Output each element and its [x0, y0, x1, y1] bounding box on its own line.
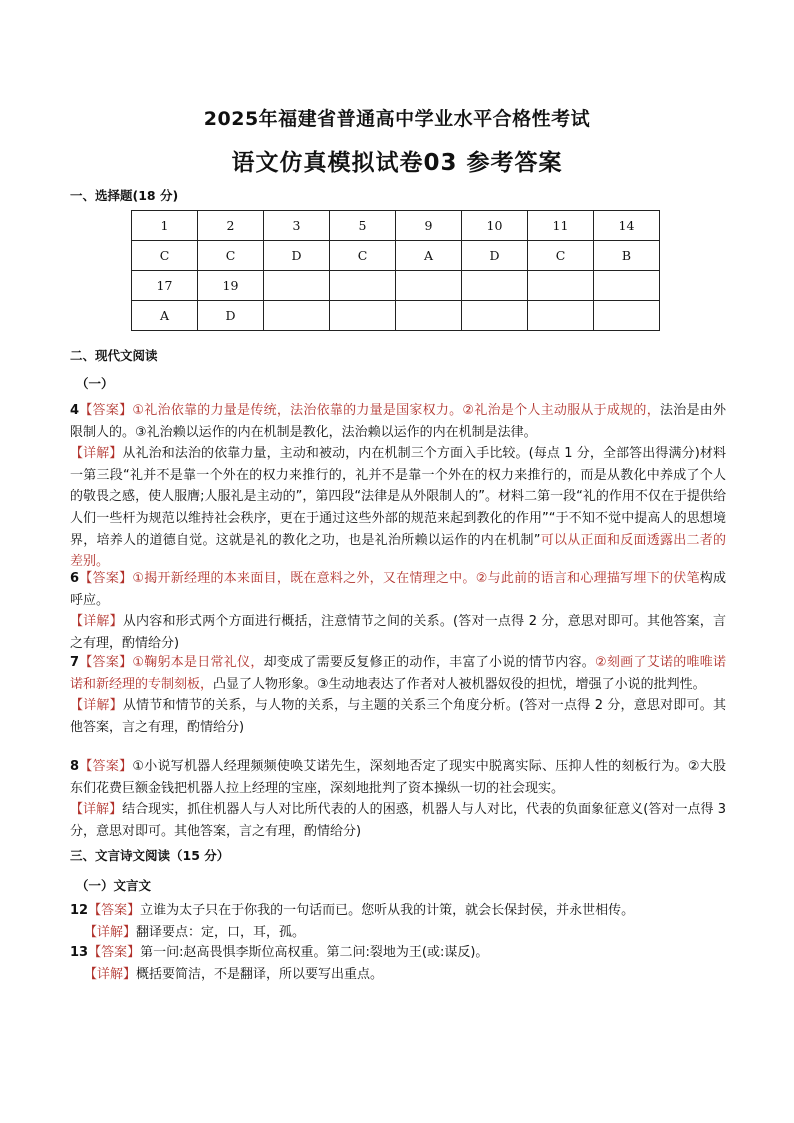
answer-block-q6: [70, 568, 726, 654]
answer-label: 【答案】: [79, 403, 133, 418]
answer-text: ②刻画了艾诺的唯唯诺诺和新经理的专制刻板，: [70, 655, 726, 692]
table-cell: [594, 301, 660, 331]
question-number: 4: [70, 403, 80, 418]
table-cell: 3: [264, 211, 330, 241]
answer-text: 凸显了人物形象。③生动地表达了作者对人被机器奴役的担忧，增强了小说的批判性。: [213, 676, 706, 692]
answer-text: 却变成了需要反复修正的动作，丰富了小说的情节内容。: [263, 655, 596, 670]
table-cell: 9: [396, 211, 462, 241]
question-number: 6: [70, 571, 80, 586]
section-heading-1: 一、选择题(18 分): [70, 188, 179, 203]
table-cell: D: [264, 241, 330, 271]
answer-text: 构成呼应。: [70, 571, 726, 608]
answer-text: ①小说写机器人经理频频使唤艾诺先生，深刻地否定了现实中脱离实际、压抑人性的刻板行为。②大股东们花费巨额金钱把机器人拉上经理的宝座，深刻地批判了资本操纵一切的社会现实。: [70, 759, 726, 796]
table-cell: [396, 301, 462, 331]
answer-label: 【答案】: [79, 759, 133, 774]
table-cell: [528, 271, 594, 301]
answer-text: 第一问:赵高畏惧李斯位高权重。第二问:裂地为王(或:谋反)。: [140, 945, 489, 960]
answer-label: 【答案】: [88, 903, 141, 918]
answer-label: 【答案】: [79, 655, 133, 670]
answer-block-q8: [70, 756, 726, 842]
detail-label: 【详解】: [70, 698, 123, 714]
table-cell: [462, 271, 528, 301]
table-cell: [528, 301, 594, 331]
table-cell: D: [198, 301, 264, 331]
answer-text: ①揭开新经理的本来面目，既在意料之外，又在情理之中。②与此前的语言和心理描写埋下的伏笔: [132, 571, 700, 586]
table-cell: 5: [330, 211, 396, 241]
answer-label: 【答案】: [88, 945, 141, 960]
detail-text: 概括要简洁，不是翻译，所以要写出重点。: [136, 966, 384, 982]
answer-block-q4: [70, 400, 726, 573]
table-cell: 2: [198, 211, 264, 241]
question-number: 7: [70, 655, 80, 670]
detail-text: 结合现实，抓住机器人与人对比所代表的人的困惑，机器人与人对比，代表的负面象征意义(答对一点得 3 分，意思对即可。其他答案，言之有理，酌情给分): [70, 802, 726, 839]
table-cell: [396, 271, 462, 301]
table-cell: [330, 301, 396, 331]
table-cell: [330, 271, 396, 301]
answer-block-q13: [70, 942, 726, 985]
table-row: [132, 301, 660, 331]
subsection-heading: （一）文言文: [76, 878, 152, 893]
detail-label: 【详解】: [84, 966, 137, 982]
detail-text: 从礼治和法治的依靠力量，主动和被动，内在机制三个方面入手比较。(每点 1 分，全部答出得满分)材料一第三段“礼并不是靠一个外在的权力来推行的，礼并不是靠一个外在的权力来推行的，而是从教化中养成了个人的敬畏之感，使人服膺;人服礼是主动的”，第四段“法律是从外限制人的”。材料二第一段“礼的作用不仅在于提供给人们一些杆为规范以维持社会秩序，更在于通过这些外部的规范来起到教化的作用”“于不知不觉中提高人的思想境界，培养人的道德自觉。这就是礼的教化之功，也是礼治所赖以运作的内在机制”: [70, 446, 726, 548]
table-cell: [594, 271, 660, 301]
detail-text: 从情节和情节的关系，与人物的关系，与主题的关系三个角度分析。(答对一点得 2 分，意思对即可。其他答案，言之有理，酌情给分): [70, 698, 726, 735]
answer-text: 法治是由外限制人的。③礼治赖以运作的内在机制是教化，法治赖以运作的内在机制是法律。: [70, 403, 726, 440]
table-cell: [264, 271, 330, 301]
table-cell: C: [132, 241, 198, 271]
table-cell: [264, 301, 330, 331]
table-row: [132, 241, 660, 271]
document-subtitle: 语文仿真模拟试卷03 参考答案: [231, 150, 563, 176]
table-cell: 14: [594, 211, 660, 241]
table-cell: C: [330, 241, 396, 271]
detail-text: 从内容和形式两个方面进行概括，注意情节之间的关系。(答对一点得 2 分，意思对即可。其他答案，言之有理，酌情给分): [70, 614, 726, 651]
table-cell: A: [132, 301, 198, 331]
answer-text: ①礼治依靠的力量是传统，法治依靠的力量是国家权力。②礼治是个人主动服从于成规的，: [132, 403, 660, 418]
table-cell: 10: [462, 211, 528, 241]
detail-label: 【详解】: [70, 446, 123, 462]
subsection-heading: （一）: [76, 376, 114, 391]
answer-text: ①鞠躬本是日常礼仪，: [132, 655, 264, 670]
table-cell: 11: [528, 211, 594, 241]
document-title: 2025年福建省普通高中学业水平合格性考试: [203, 108, 591, 130]
detail-label: 【详解】: [70, 614, 123, 630]
detail-label: 【详解】: [84, 924, 137, 940]
table-cell: D: [462, 241, 528, 271]
detail-text: 翻译要点：定，口，耳，孤。: [136, 924, 306, 940]
table-cell: 17: [132, 271, 198, 301]
section-heading-3: 三、文言诗文阅读（15 分）: [70, 848, 230, 863]
table-cell: 1: [132, 211, 198, 241]
choice-answer-table: [131, 210, 660, 331]
section-heading-2: 二、现代文阅读: [70, 348, 158, 363]
table-cell: C: [198, 241, 264, 271]
table-cell: C: [528, 241, 594, 271]
detail-label: 【详解】: [70, 802, 123, 818]
table-cell: B: [594, 241, 660, 271]
answer-block-q7: [70, 652, 726, 738]
answer-block-q12: [70, 900, 726, 943]
question-number: 12: [70, 903, 89, 918]
question-number: 13: [70, 945, 89, 960]
answer-label: 【答案】: [79, 571, 133, 586]
table-cell: 19: [198, 271, 264, 301]
table-row: [132, 211, 660, 241]
detail-text: 可以从正面和反面透露出二者的差别。: [70, 532, 726, 570]
table-cell: A: [396, 241, 462, 271]
answer-text: 立谁为太子只在于你我的一句话而已。您听从我的计策，就会长保封侯，并永世相传。: [140, 903, 635, 918]
question-number: 8: [70, 759, 80, 774]
table-row: [132, 271, 660, 301]
table-cell: [462, 301, 528, 331]
